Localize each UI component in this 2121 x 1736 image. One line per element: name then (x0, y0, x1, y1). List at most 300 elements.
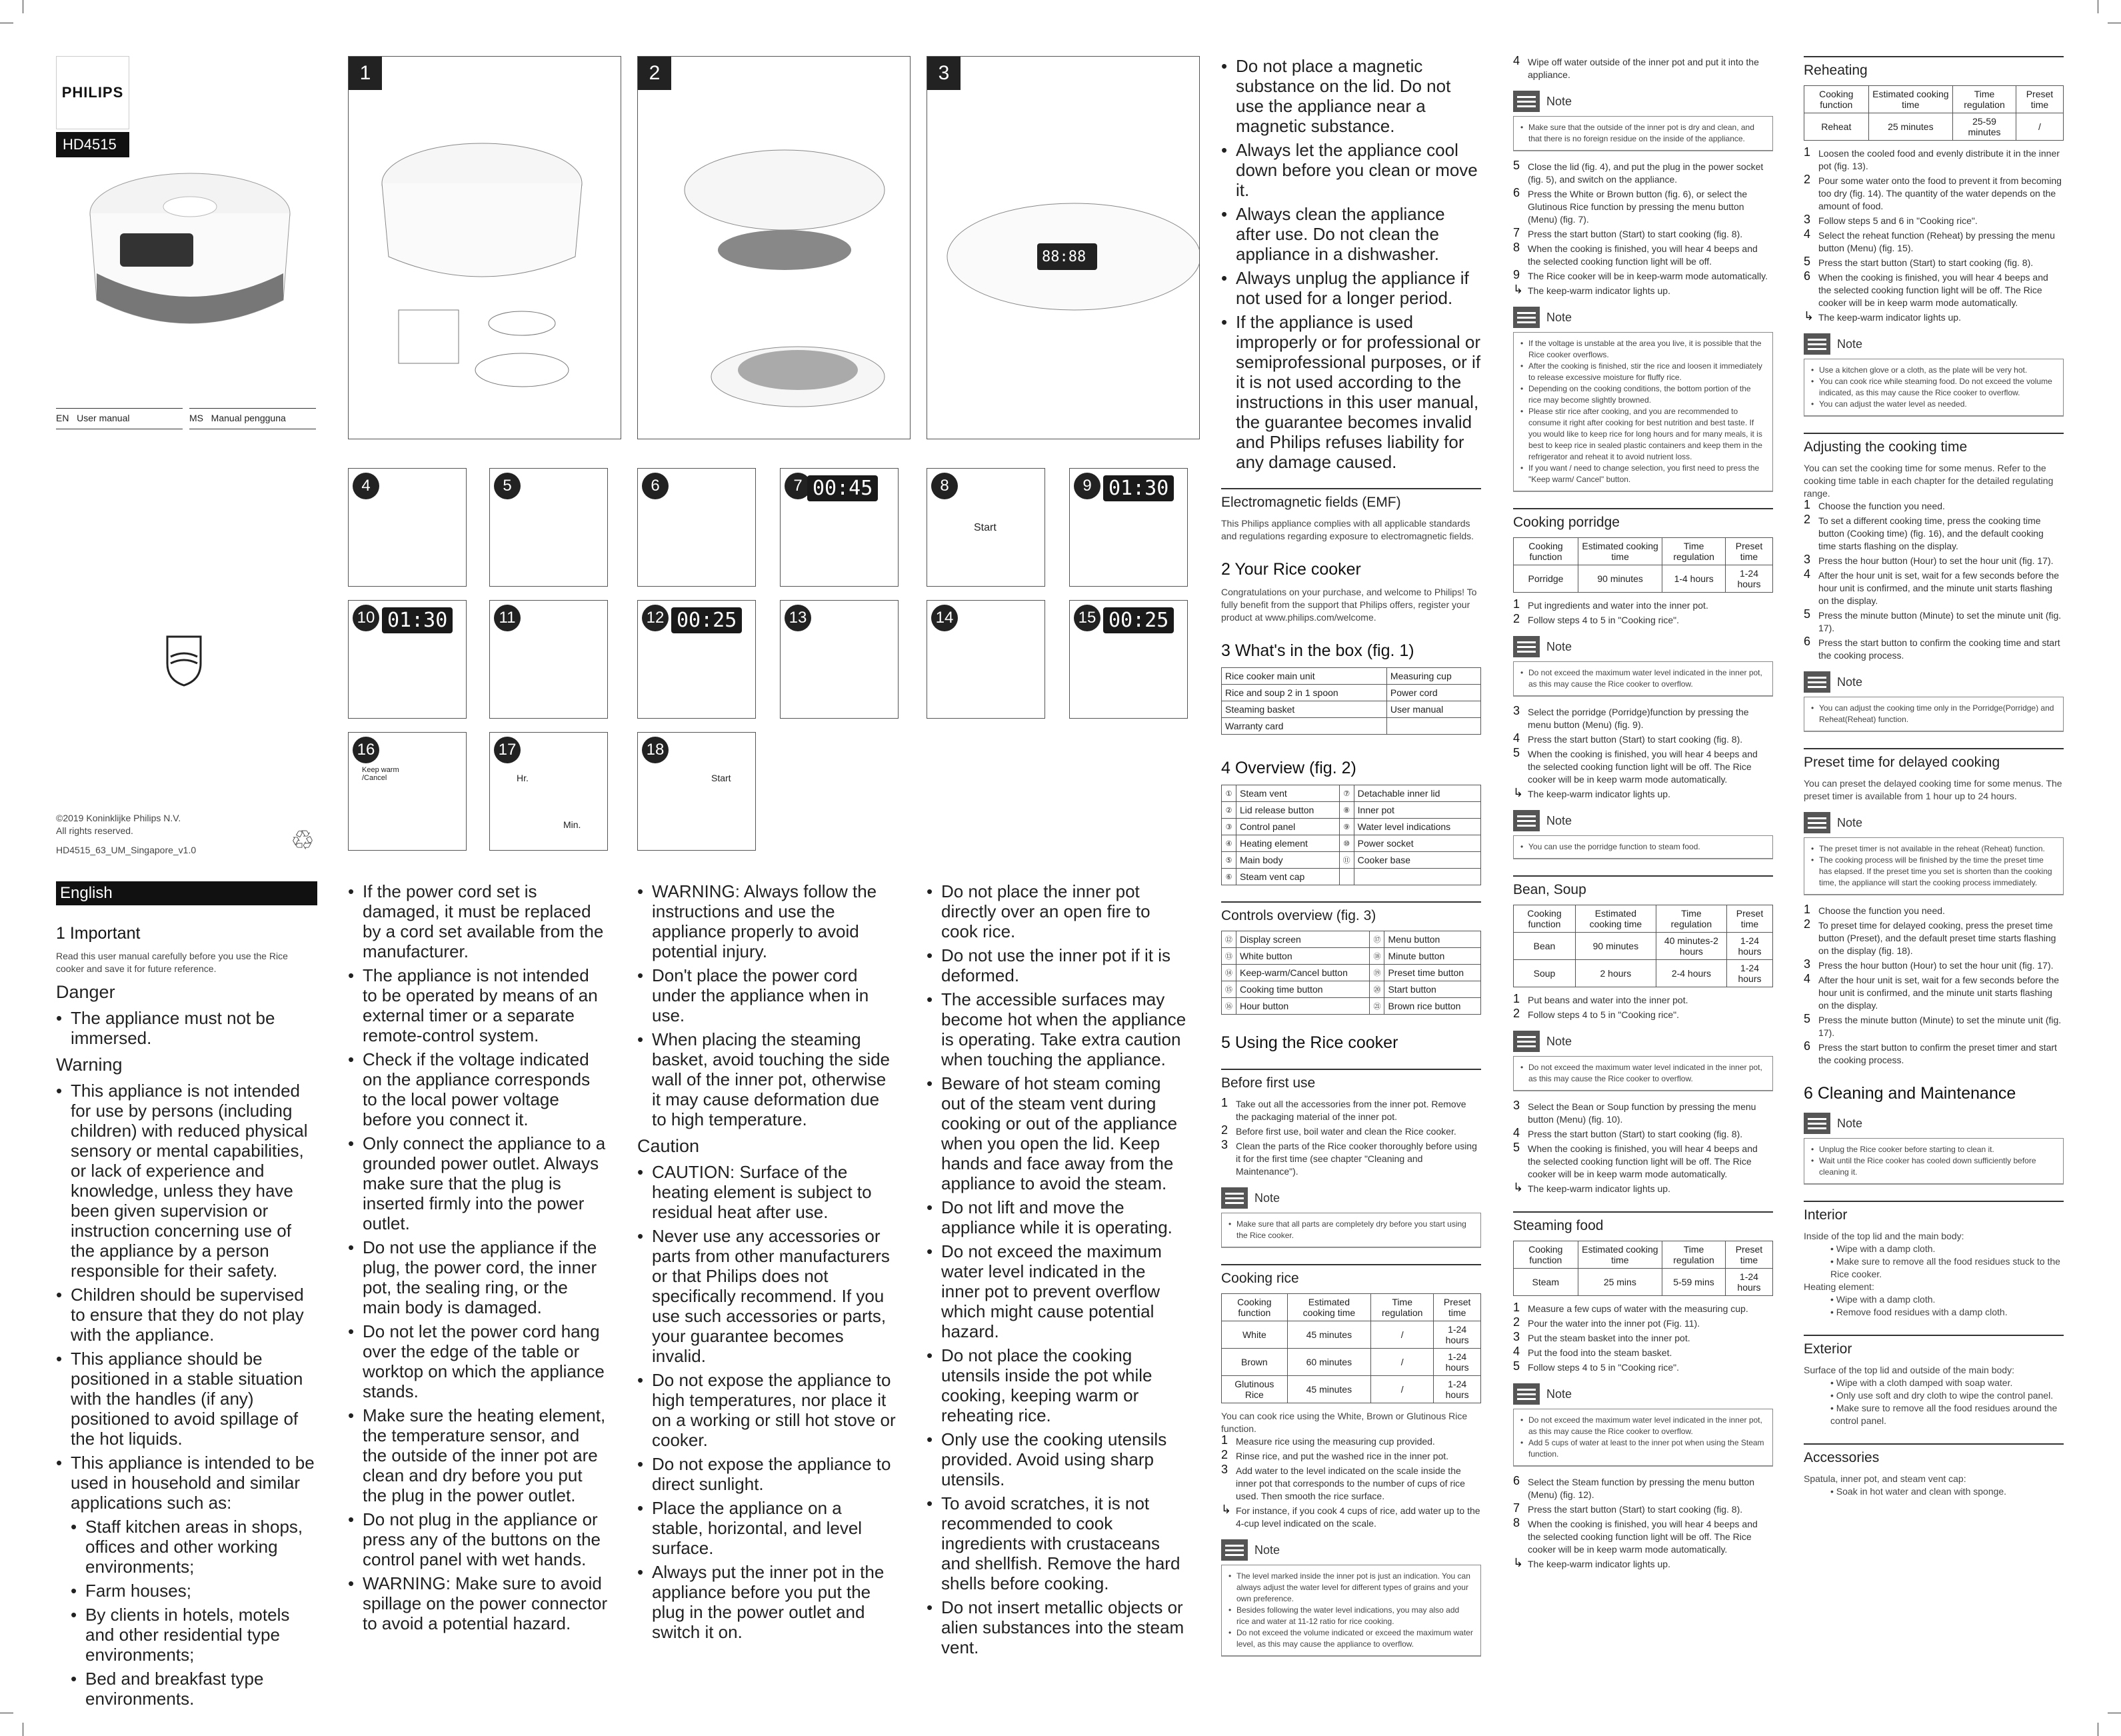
step-item (1804, 555, 2064, 567)
table-cell: 25-59 minutes (1953, 113, 2016, 141)
step-text: Select the porridge (Porridge)function by pressing the menu button (Menu) (fig. 9). (1528, 707, 1749, 730)
section-heading: 2 Your Rice cooker (1221, 560, 1361, 579)
step-text: Put beans and water into the inner pot. (1528, 995, 1688, 1005)
cooking-rice-steps-continued (1513, 161, 1773, 297)
note-label: Note (1546, 639, 1572, 653)
controls-heading: Controls overview (fig. 3) (1221, 901, 1481, 924)
step-item (1513, 788, 1773, 801)
note-block (1804, 671, 2064, 732)
step-text: Press the start button (Start) to start cooking (fig. 8). (1818, 257, 2034, 268)
step-item (1221, 1125, 1481, 1138)
note-body (1804, 837, 2064, 895)
step-number: 2 (1221, 1123, 1228, 1137)
step-text: When the cooking is finished, you will hear 4 beeps and the selected cooking function light will be off. The Rice cooker will be in keep warm mode automatically. (1528, 749, 1758, 785)
step-text: Press the start button (Start) to start cooking (fig. 8). (1528, 1504, 1743, 1515)
reheating-table (1804, 85, 2064, 141)
caution-list-continued (1221, 56, 1481, 472)
note-label: Note (1546, 813, 1572, 827)
step-item (1513, 1303, 1773, 1315)
step-text: Put the steam basket into the inner pot. (1528, 1333, 1690, 1343)
start-button-label: Start (711, 773, 731, 783)
step-item (1804, 1014, 2064, 1039)
step-item (1513, 228, 1773, 241)
controls-table (1221, 931, 1481, 1015)
step-item (1513, 161, 1773, 186)
table-cell: 60 minutes (1287, 1349, 1370, 1376)
list-item: • Place the appliance on a stable, horizontal, and level surface. (637, 1498, 897, 1558)
table-cell: Steaming basket (1222, 701, 1387, 718)
figure-number: 16 (353, 737, 379, 763)
figure-15 (1069, 600, 1188, 719)
list-item: • Only connect the appliance to a grounded power outlet. Always make sure that the plug is inserted firmly into the power outlet. (348, 1133, 608, 1233)
list-item: • The appliance is not intended to be operated by means of an external timer or a separate remote-control system. (348, 965, 608, 1045)
model-badge: HD4515 (56, 132, 129, 157)
step-item (1804, 1041, 2064, 1067)
note-label: Note (1837, 1116, 1863, 1130)
table-cell: ⑪ (1339, 852, 1354, 869)
figure-11 (489, 600, 608, 719)
list-item: • Do not place a magnetic substance on the lid. Do not use the appliance near a magnetic substance. (1221, 56, 1481, 136)
copyright (56, 812, 196, 857)
step-item (1513, 1317, 1773, 1330)
table-cell: 1-24 hours (1434, 1376, 1481, 1403)
figure-3 (927, 56, 1200, 439)
step-text: Press the start button (Start) to start cooking (fig. 8). (1528, 734, 1743, 745)
step-item (1513, 733, 1773, 746)
table-header-cell: Time regulation (1662, 538, 1726, 565)
table-row (1222, 998, 1481, 1015)
box-contents-table (1221, 667, 1481, 735)
note-item: • After the cooking is finished, stir the rice and loosen it immediately to release excessive moisture for fluffy rice. (1528, 361, 1766, 383)
list-item: • Always put the inner pot in the appliance before you put the plug in the power outlet and switch it on. (637, 1562, 897, 1642)
note-item: • Please stir rice after cooking, and you are recommended to consume it right after cooking for best nutrition and best taste. If you would like to keep rice for long hours and for many meals, it is best to keep rice in sealed plastic containers and keep them in the refrigerator and reheat it to avoid nutrient loss. (1528, 406, 1766, 463)
note-item: • You can use the porridge function to steam food. (1528, 841, 1766, 853)
table-row (1514, 960, 1773, 987)
figure-number: 15 (1074, 605, 1100, 631)
list-item: • The accessible surfaces may become hot when the appliance is operating. Take extra caution when touching the appliance. (927, 989, 1186, 1069)
note-block (1221, 1187, 1481, 1248)
table-cell: / (1371, 1376, 1434, 1403)
column-english-6 (1513, 56, 1773, 1573)
step-text: When the cooking is finished, you will hear 4 beeps and the selected cooking function light will be off. The Rice cooker will be in keep warm mode automatically. (1818, 272, 2048, 308)
step-item (1804, 905, 2064, 917)
table-cell: ⑨ (1339, 819, 1354, 835)
list-item: • Children should be supervised to ensure that they do not play with the appliance. (56, 1285, 317, 1345)
fig2-exploded-drawing (638, 57, 911, 439)
list-item: • Make sure to remove all the food residues stuck to the Rice cooker. (1830, 1256, 2060, 1279)
table-cell: 1-24 hours (1434, 1321, 1481, 1349)
note-body (1513, 116, 1773, 151)
list-item: • If the appliance is used improperly or for professional or semiprofessional purposes, or if it is not used according to the instructions in this user manual, the guarantee becomes invalid and Philips refuses liability for any damage caused. (1221, 312, 1481, 472)
step-text: The Rice cooker will be in keep-warm mode automatically. (1528, 271, 1768, 281)
step-number: 3 (1221, 1463, 1228, 1476)
table-cell: 1-24 hours (1725, 565, 1772, 593)
step-number: 1 (1513, 597, 1520, 611)
note-item: • Do not exceed the maximum water level indicated in the inner pot, as this may cause the Rice cooker to overflow. (1528, 1415, 1766, 1437)
reheating-steps (1804, 147, 2064, 324)
table-header-cell: Cooking function (1514, 1241, 1578, 1269)
table-header-cell: Time regulation (1656, 905, 1726, 933)
adjust-time-heading: Adjusting the cooking time (1804, 433, 2064, 455)
step-number: ↳ (1513, 283, 1524, 296)
step-item (1513, 1128, 1773, 1141)
table-cell: ㉑ (1370, 998, 1384, 1015)
column-english-3 (637, 881, 897, 1646)
step-number: ↳ (1804, 309, 1814, 323)
table-cell: Hour button (1236, 998, 1370, 1015)
step-item (1513, 243, 1773, 268)
note-body (1513, 1409, 1773, 1466)
table-cell: Minute button (1384, 948, 1481, 965)
table-cell: 1-24 hours (1434, 1349, 1481, 1376)
table-cell: Control panel (1236, 819, 1340, 835)
note-item: • The cooking process will be finished by the time the preset time has elapsed. If the preset time you set is shorten than the cooking time, the appliance will start the cooking process immediately. (1819, 855, 2056, 889)
table-cell: Detachable inner lid (1354, 785, 1480, 802)
step-number: ↳ (1513, 786, 1524, 799)
table-row (1222, 802, 1481, 819)
note-label: Note (1837, 675, 1863, 689)
list-item: • Wipe with a cloth damped with soap water. (1830, 1377, 2013, 1388)
step-text: Press the start button (Start) to start cooking (fig. 8). (1528, 1129, 1743, 1139)
step-number: 2 (1513, 1007, 1520, 1020)
table-header-cell: Time regulation (1662, 1241, 1726, 1269)
table-cell: Power cord (1386, 685, 1480, 701)
table-cell: Main body (1236, 852, 1340, 869)
step-item (1221, 1140, 1481, 1178)
step-item (1513, 285, 1773, 297)
step-item (1513, 1143, 1773, 1181)
list-item: • Do not use the appliance if the plug, the power cord, the inner pot, the sealing ring, or the main body is damaged. (348, 1237, 608, 1317)
cooking-rice-text: You can cook rice using the White, Brown or Glutinous Rice function. (1221, 1411, 1468, 1434)
figure-2 (637, 56, 911, 439)
note-icon (1804, 1113, 1830, 1134)
lcd-display: 00:45 (807, 475, 878, 501)
list-item: • This appliance is not intended for use by persons (including children) with reduced physical sensory or mental capabilities, or lack of experience and knowledge, unless they have been given supervision or instruction concerning use of the appliance by a person responsible for their safety. (56, 1081, 317, 1281)
table-row (1222, 931, 1481, 948)
step-item (1513, 56, 1773, 81)
list-item: • Wipe with a damp cloth. (1830, 1294, 1936, 1305)
adjust-time-text: You can set the cooking time for some menus. Refer to the cooking time table in each chapter for the detailed regulating range. (1804, 463, 2054, 499)
step-number: 4 (1513, 1126, 1520, 1139)
note-item: • Unplug the Rice cooker before starting to clean it. (1819, 1144, 2056, 1155)
porridge-steps-continued (1513, 706, 1773, 801)
lcd-display: 01:30 (382, 607, 453, 633)
step-text: Take out all the accessories from the inner pot. Remove the packaging material of the inner pot. (1236, 1099, 1466, 1122)
column-english-7 (1804, 56, 2064, 1498)
section-heading: 6 Cleaning and Maintenance (1804, 1084, 2016, 1103)
note-body (1513, 1056, 1773, 1091)
step-number: 2 (1804, 173, 1811, 186)
fig1-drawing (349, 57, 621, 439)
before-first-use-heading: Before first use (1221, 1069, 1481, 1091)
table-cell: Rice cooker main unit (1222, 668, 1387, 685)
step-item (1513, 614, 1773, 627)
step-number: 9 (1513, 268, 1520, 281)
note-icon (1513, 91, 1540, 112)
lcd-display: 00:25 (671, 607, 742, 633)
step-item (1513, 599, 1773, 612)
list-item: • This appliance should be positioned in a stable situation with the handles (if any) positioned to avoid spillage of the hot liquids. (56, 1349, 317, 1449)
figure-number: 13 (785, 605, 811, 631)
porridge-heading: Cooking porridge (1513, 508, 1773, 531)
step-text: Pour the water into the inner pot (Fig. 11). (1528, 1318, 1700, 1329)
figure-number: 3 (927, 57, 961, 90)
step-item (1804, 147, 2064, 173)
exterior-list (1804, 1377, 2064, 1427)
table-cell: Reheat (1804, 113, 1869, 141)
figure-4 (348, 468, 467, 587)
exterior-text: Surface of the top lid and outside of the main body: (1804, 1365, 2014, 1375)
step-text: Pour some water onto the food to prevent it from becoming too dry (fig. 14). The quantity of the water depends on the amount of food. (1818, 175, 2062, 211)
step-item (1804, 609, 2064, 635)
note-item: • Do not exceed the volume indicated or exceed the maximum water level, as this may cause the appliance to overflow. (1236, 1627, 1474, 1650)
list-item: • CAUTION: Surface of the heating element is subject to residual heat after use. (637, 1162, 897, 1222)
column-english-1 (56, 881, 317, 1713)
step-number: 6 (1804, 269, 1811, 283)
table-header-cell: Preset time (1434, 1294, 1481, 1321)
table-row (1222, 965, 1481, 981)
rights-line: All rights reserved. (56, 825, 133, 836)
note-label: Note (1546, 1034, 1572, 1048)
table-header-cell: Cooking function (1514, 538, 1578, 565)
step-item (1513, 1518, 1773, 1556)
porridge-table (1513, 537, 1773, 593)
figure-number: 5 (494, 473, 521, 499)
step-item (1513, 748, 1773, 786)
figure-number: 12 (642, 605, 669, 631)
step-text: The keep-warm indicator lights up. (1528, 1183, 1670, 1194)
step-text: After the hour unit is set, wait for a few seconds before the hour unit is confirmed, and the minute unit starts flashing on the display. (1818, 570, 2060, 606)
step-item (1513, 1183, 1773, 1195)
list-item: • Do not place the cooking utensils inside the pot while cooking, keeping warm or reheating rice. (927, 1345, 1186, 1425)
table-row (1222, 948, 1481, 965)
list-item: • Bed and breakfast type environments. (56, 1669, 317, 1709)
figure-number: 17 (494, 737, 521, 763)
note-body (1804, 1138, 2064, 1184)
step-item (1804, 257, 2064, 269)
cover (56, 56, 129, 157)
step-number: 2 (1513, 612, 1520, 625)
table-row (1222, 835, 1481, 852)
table-cell: 1-24 hours (1726, 960, 1772, 987)
accessories-heading: Accessories (1804, 1443, 2064, 1466)
step-number: 4 (1513, 731, 1520, 745)
note-item: • Add 5 cups of water at least to the inner pot when using the Steam function. (1528, 1437, 1766, 1460)
note-icon (1804, 333, 1830, 355)
list-item: • To avoid scratches, it is not recommended to cook ingredients with crustaceans and shellfish. Remove the hard shells before cooking. (927, 1493, 1186, 1593)
column-english-2 (348, 881, 608, 1637)
step-number: 3 (1804, 553, 1811, 566)
table-row (1222, 852, 1481, 869)
step-number: 1 (1513, 992, 1520, 1005)
table-cell: / (2016, 113, 2063, 141)
step-text: Press the hour button (Hour) to set the hour unit (fig. 17). (1818, 555, 2054, 566)
note-label: Note (1546, 94, 1572, 108)
figure-number: 14 (931, 605, 958, 631)
figure-number: 1 (349, 57, 382, 90)
note-icon (1221, 1187, 1248, 1209)
brand-name: PHILIPS (61, 84, 124, 101)
list-item: • Never use any accessories or parts from other manufacturers or that Philips does not specifically recommend. If you use such accessories or parts, your guarantee becomes invalid. (637, 1226, 897, 1366)
list-item: • Do not plug in the appliance or press any of the buttons on the control panel with wet hands. (348, 1509, 608, 1569)
note-label: Note (1546, 1387, 1572, 1401)
note-item: • Make sure that all parts are completely dry before you start using the Rice cooker. (1236, 1219, 1474, 1241)
table-header-cell: Estimated cooking time (1575, 905, 1656, 933)
step-text: Press the start button to confirm the preset timer and start the cooking process. (1818, 1042, 2057, 1065)
steaming-table (1513, 1241, 1773, 1296)
note-body (1804, 697, 2064, 731)
figure-number: 11 (494, 605, 521, 631)
table-cell: Brown (1222, 1349, 1288, 1376)
list-item: • This appliance is intended to be used in household and similar applications such as: (56, 1453, 317, 1513)
step-text: For instance, if you cook 4 cups of rice, add water up to the 4-cup level indicated on the scale. (1236, 1505, 1480, 1529)
step-item (1513, 1101, 1773, 1126)
table-header-cell: Preset time (1725, 538, 1772, 565)
note-block (1804, 333, 2064, 417)
porridge-steps (1513, 599, 1773, 627)
table-cell: Steam (1514, 1269, 1578, 1296)
bean-soup-table (1513, 905, 1773, 987)
lang-en (56, 408, 183, 429)
note-item: • Use a kitchen glove or a cloth, as the plate will be very hot. (1819, 365, 2056, 376)
table-cell: Warranty card (1222, 718, 1387, 735)
table-row (1222, 685, 1481, 701)
step-number: 4 (1513, 1345, 1520, 1358)
note-icon (1513, 307, 1540, 328)
caution-heading: Caution (637, 1136, 700, 1156)
step-item (1804, 175, 2064, 213)
warning-heading: Warning (56, 1055, 123, 1075)
figure-number: 4 (353, 473, 379, 499)
step-item (1804, 974, 2064, 1012)
step-number: 2 (1804, 513, 1811, 526)
table-cell: 5-59 mins (1662, 1269, 1726, 1296)
table-row (1222, 1376, 1481, 1403)
step-text: Wipe off water outside of the inner pot and put it into the appliance. (1528, 57, 1759, 80)
before-first-use-steps (1221, 1098, 1481, 1178)
figure-18 (637, 732, 756, 851)
table-header-cell: Preset time (1726, 905, 1772, 933)
step-item (1513, 994, 1773, 1007)
step-text: Select the Steam function by pressing the menu button (Menu) (fig. 12). (1528, 1477, 1755, 1500)
note-body (1513, 835, 1773, 859)
note-item: • Do not exceed the maximum water level indicated in the inner pot, as this may cause the Rice cooker to overflow. (1528, 667, 1766, 690)
list-item: • Soak in hot water and clean with sponge. (1830, 1486, 2007, 1497)
step-item (1221, 1098, 1481, 1123)
list-item: • Always unplug the appliance if not used for a longer period. (1221, 268, 1481, 308)
list-item: • Do not place the inner pot directly over an open fire to cook rice. (927, 881, 1186, 941)
note-item: • You can adjust the water level as needed. (1819, 399, 2056, 410)
table-row (1514, 565, 1773, 593)
step-item (1804, 959, 2064, 972)
list-item: • Do not let the power cord hang over the edge of the table or worktop on which the appliance stands. (348, 1321, 608, 1401)
note-block (1513, 636, 1773, 697)
step-number: 6 (1513, 1474, 1520, 1487)
step-number: 8 (1513, 1516, 1520, 1529)
table-cell: Display screen (1236, 931, 1370, 948)
cooking-rice-heading: Cooking rice (1221, 1264, 1481, 1287)
steaming-steps (1513, 1303, 1773, 1374)
table-header-cell: Time regulation (1371, 1294, 1434, 1321)
lang-label: Manual pengguna (211, 413, 286, 423)
figure-16 (348, 732, 467, 851)
figure-number: 9 (1074, 473, 1100, 499)
step-text: Press the hour button (Hour) to set the hour unit (fig. 17). (1818, 960, 2054, 971)
table-cell: Cooker base (1354, 852, 1480, 869)
table-cell: Porridge (1514, 565, 1578, 593)
table-cell (1339, 869, 1354, 885)
list-item: • Only use soft and dry cloth to wipe the control panel. (1830, 1390, 2054, 1401)
figure-13 (780, 600, 899, 719)
accessories-text: Spatula, inner pot, and steam vent cap: (1804, 1473, 1966, 1484)
intro-text: Read this user manual carefully before you use the Rice cooker and save it for future reference. (56, 951, 288, 974)
step-number: ↳ (1513, 1556, 1524, 1569)
step-text: After the hour unit is set, wait for a few seconds before the hour unit is confirmed, and the minute unit starts flashing on the display. (1818, 975, 2060, 1011)
step-item (1804, 500, 2064, 513)
list-item: • Make sure to remove all the food residues around the control panel. (1830, 1403, 2058, 1426)
note-body (1221, 1213, 1481, 1247)
table-cell: 90 minutes (1578, 565, 1662, 593)
list-item: • WARNING: Always follow the instructions and use the appliance properly to avoid potential injury. (637, 881, 897, 961)
list-item: • Don't place the power cord under the appliance when in use. (637, 965, 897, 1025)
language-header: English (56, 881, 317, 905)
step-number: 5 (1513, 1359, 1520, 1373)
step-text: Follow steps 5 and 6 in "Cooking rice". (1818, 215, 1978, 226)
steaming-steps-continued (1513, 1476, 1773, 1571)
list-item: • Remove food residues with a damp cloth. (1830, 1307, 2008, 1317)
list-item: • Beware of hot steam coming out of the steam vent during cooking or out of the appliance when you open the lid. Keep hands and face away from the appliance to avoid the steam. (927, 1073, 1186, 1193)
list-item: • The appliance must not be immersed. (56, 1008, 317, 1048)
table-cell: Water level indications (1354, 819, 1480, 835)
step-text: Before first use, boil water and clean the Rice cooker. (1236, 1126, 1456, 1137)
step-text: Select the reheat function (Reheat) by pressing the menu button (Menu) (fig. 15). (1818, 230, 2055, 253)
table-cell: ⑮ (1222, 981, 1236, 998)
figure-8 (927, 468, 1045, 587)
step-item (1513, 1347, 1773, 1359)
list-item: • Do not insert metallic objects or alien substances into the steam vent. (927, 1597, 1186, 1657)
table-cell: ⑭ (1222, 965, 1236, 981)
interior-text: Inside of the top lid and the main body: (1804, 1231, 1964, 1241)
step-number: 1 (1221, 1433, 1228, 1447)
table-cell: ③ (1222, 819, 1236, 835)
list-item: • WARNING: Make sure to avoid spillage on the power connector to avoid a potential hazard. (348, 1573, 608, 1633)
note-block (1804, 1113, 2064, 1185)
step-number: 4 (1804, 972, 1811, 985)
exterior-heading: Exterior (1804, 1335, 2064, 1357)
list-item: • Do not expose the appliance to high temperatures, nor place it on a working or still hot stove or cooker. (637, 1370, 897, 1450)
cooking-rice-table (1221, 1293, 1481, 1403)
table-row (1222, 1349, 1481, 1376)
note-icon (1804, 812, 1830, 833)
note-item: • You can cook rice while steaming food. Do not exceed the volume indicated, as this may cause the Rice cooker to overflow. (1819, 376, 2056, 399)
list-item: • Do not lift and move the appliance while it is operating. (927, 1197, 1186, 1237)
note-label: Note (1254, 1543, 1280, 1557)
step-number: 7 (1513, 226, 1520, 239)
hour-button-label: Hr. (517, 773, 529, 783)
figure-number: 2 (638, 57, 671, 90)
note-block (1513, 810, 1773, 859)
table-header-cell: Cooking function (1222, 1294, 1288, 1321)
figure-number: 6 (642, 473, 669, 499)
list-item: • When placing the steaming basket, avoid touching the side wall of the inner pot, otherwise it may cause deformation due to high temperature. (637, 1029, 897, 1129)
table-cell: ⑱ (1370, 948, 1384, 965)
preset-steps (1804, 905, 2064, 1067)
step-text: To set a different cooking time, press the cooking time button (Cooking time) (fig. 16), and the default cooking time starts flashing on the display. (1818, 515, 2044, 551)
note-item: • The level marked inside the inner pot is just an indication. You can always adjust the water level for different types of grains and your own preference. (1236, 1571, 1474, 1605)
table-cell: ⑦ (1339, 785, 1354, 802)
step-item (1804, 311, 2064, 324)
rice-cooker-illustration (80, 167, 300, 340)
